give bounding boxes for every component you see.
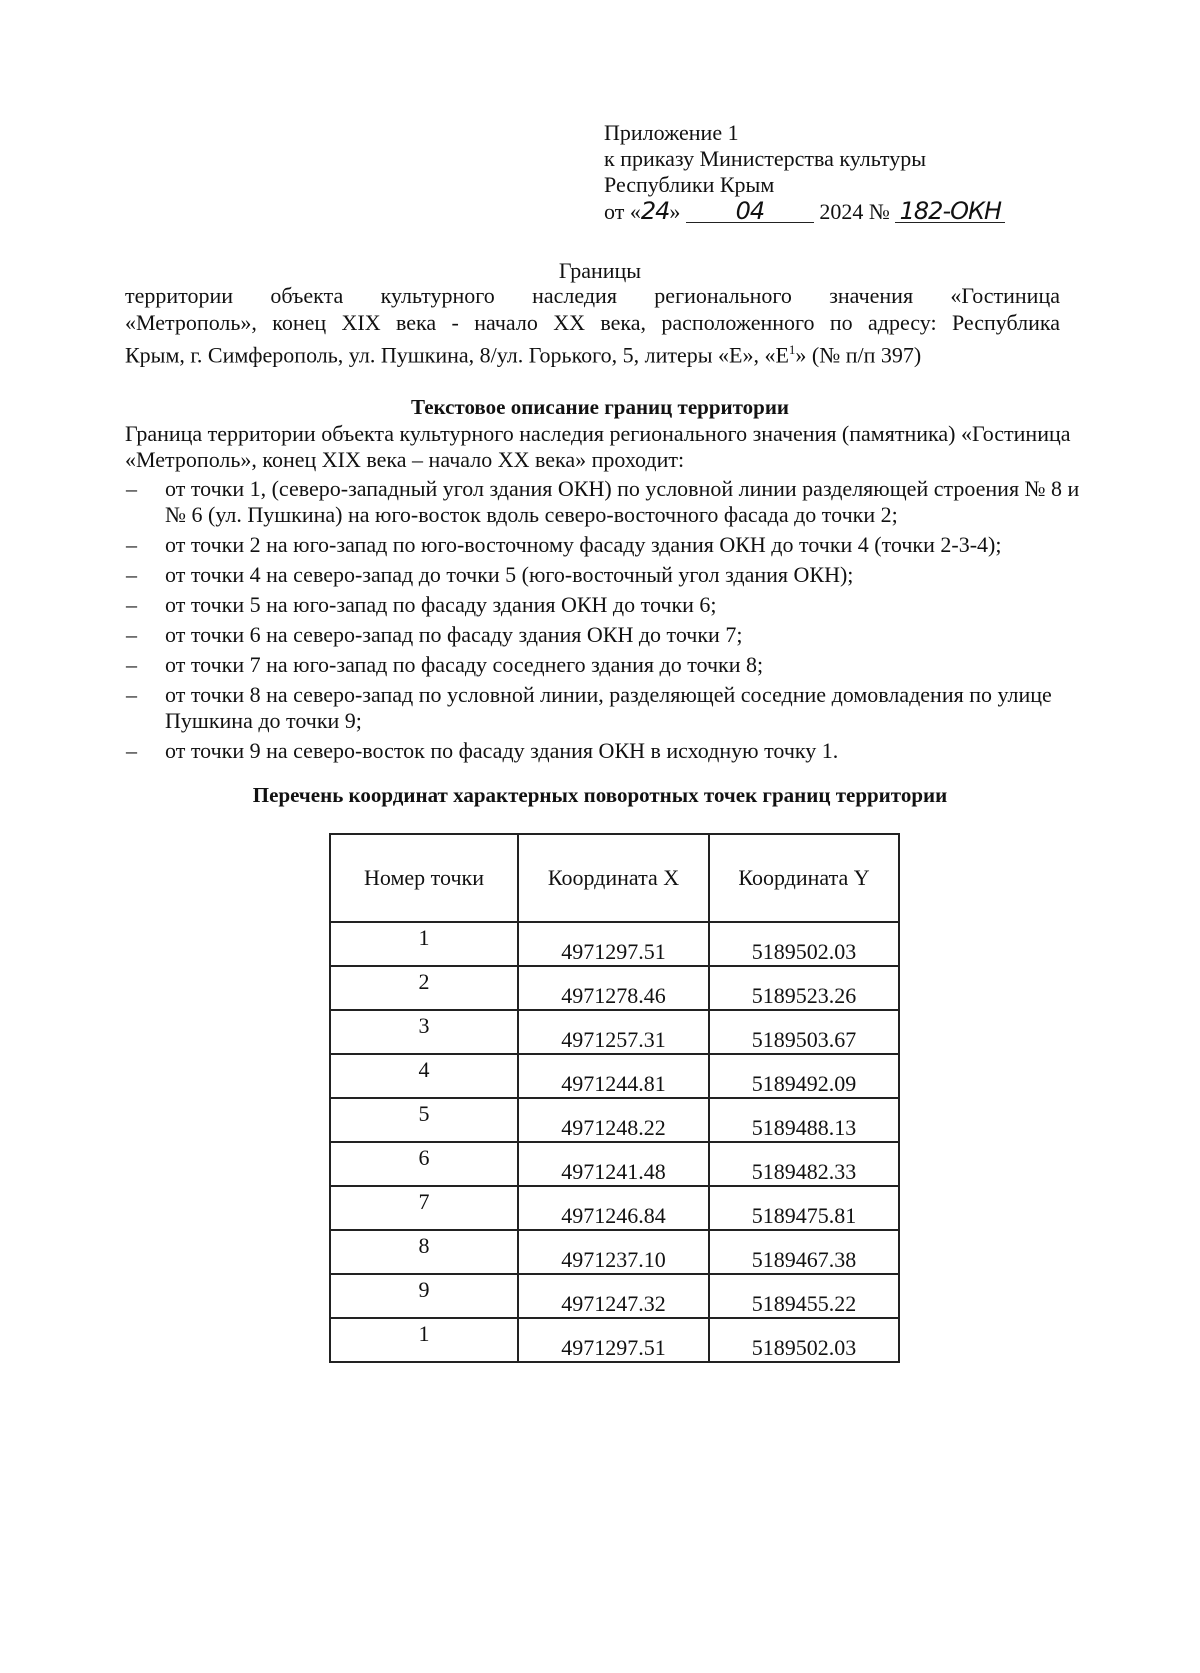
cell-coordinate-y: 5189502.03 (709, 922, 899, 966)
cell-point-number: 1 (330, 1318, 518, 1362)
table-row (330, 922, 899, 966)
date-prefix: от « (604, 199, 641, 224)
subtitle-line-1: территории объекта культурного наследия регионального значения «Гостиница (125, 283, 1060, 308)
list-dash: – (126, 562, 137, 587)
list-item (118, 738, 1093, 764)
cell-coordinate-x: 4971248.22 (518, 1098, 709, 1142)
order-number: 182-ОКН (899, 197, 1002, 225)
list-item (118, 476, 1093, 528)
appendix-line-2: к приказу Министерства культуры (604, 146, 927, 171)
cell-coordinate-y: 5189523.26 (709, 966, 899, 1010)
appendix-date-line (604, 198, 1005, 224)
subtitle-superscript: 1 (788, 342, 796, 357)
list-dash: – (126, 592, 137, 617)
coordinates-table (329, 833, 900, 1363)
cell-point-number: 2 (330, 966, 518, 1010)
table-row (330, 1230, 899, 1274)
list-item-text: от точки 7 на юго-запад по фасаду соседнего здания до точки 8; (165, 652, 764, 677)
order-number-field (895, 197, 1005, 225)
list-item-text: от точки 9 на северо-восток по фасаду здания ОКН в исходную точку 1. (165, 738, 839, 763)
cell-coordinate-x: 4971246.84 (518, 1186, 709, 1230)
list-item-text: от точки 5 на юго-запад по фасаду здания ОКН до точки 6; (165, 592, 717, 617)
cell-coordinate-x: 4971241.48 (518, 1142, 709, 1186)
appendix-line-1: Приложение 1 (604, 120, 739, 145)
date-month-field (686, 197, 814, 225)
list-dash: – (126, 682, 137, 707)
cell-point-number: 7 (330, 1186, 518, 1230)
description-heading: Текстовое описание границ территории (410, 395, 790, 419)
cell-coordinate-x: 4971247.32 (518, 1274, 709, 1318)
list-item (118, 652, 1093, 678)
list-item (118, 562, 1093, 588)
cell-coordinate-x: 4971297.51 (518, 922, 709, 966)
list-item-text: от точки 4 на северо-запад до точки 5 (юго-восточный угол здания ОКН); (165, 562, 854, 587)
cell-point-number: 3 (330, 1010, 518, 1054)
list-item-text: от точки 1, (северо-западный угол здания ОКН) по условной линии разделяющей строения № 8 и № 6 (ул. Пушкина) на юго-восток вдоль северо-восточного фасада до точки 2; (165, 476, 1080, 527)
list-item-text: от точки 6 на северо-запад по фасаду здания ОКН до точки 7; (165, 622, 743, 647)
cell-point-number: 5 (330, 1098, 518, 1142)
header-coordinate-x: Координата X (518, 834, 709, 922)
table-row (330, 1010, 899, 1054)
description-intro: Граница территории объекта культурного наследия регионального значения (памятника) «Гостиница «Метрополь», конец XIX века – начало XX века» проходит: (125, 421, 1071, 472)
list-dash: – (126, 622, 137, 647)
subtitle-line-3-text: Крым, г. Симферополь, ул. Пушкина, 8/ул. Горького, 5, литеры «Е», «Е (125, 342, 789, 368)
subtitle-line-2: «Метрополь», конец XIX века - начало XX века, расположенного по адресу: Республика (125, 310, 1060, 335)
cell-point-number: 6 (330, 1142, 518, 1186)
table-row (330, 1186, 899, 1230)
table-row (330, 966, 899, 1010)
cell-coordinate-x: 4971278.46 (518, 966, 709, 1010)
list-item (118, 532, 1093, 558)
cell-point-number: 4 (330, 1054, 518, 1098)
cell-coordinate-y: 5189482.33 (709, 1142, 899, 1186)
list-dash: – (126, 532, 137, 557)
table-header-row (330, 834, 899, 922)
table-row (330, 1142, 899, 1186)
list-item-text: от точки 8 на северо-запад по условной линии, разделяющей соседние домовладения по улице Пушкина до точки 9; (165, 682, 1052, 733)
cell-coordinate-y: 5189455.22 (709, 1274, 899, 1318)
table-row (330, 1318, 899, 1362)
cell-coordinate-x: 4971244.81 (518, 1054, 709, 1098)
year-prefix: 2024 № (819, 199, 890, 224)
list-dash: – (126, 738, 137, 763)
subtitle-line-3 (125, 336, 1060, 368)
description-list (118, 476, 1093, 768)
list-item (118, 592, 1093, 618)
cell-coordinate-y: 5189492.09 (709, 1054, 899, 1098)
date-day: 24 (640, 197, 670, 225)
header-coordinate-y: Координата Y (709, 834, 899, 922)
cell-point-number: 8 (330, 1230, 518, 1274)
list-item (118, 622, 1093, 648)
cell-coordinate-x: 4971257.31 (518, 1010, 709, 1054)
subtitle-line-3-end: » (№ п/п 397) (795, 342, 922, 368)
cell-coordinate-y: 5189503.67 (709, 1010, 899, 1054)
list-item-text: от точки 2 на юго-запад по юго-восточному фасаду здания ОКН до точки 4 (точки 2-3-4); (165, 532, 1002, 557)
appendix-block (604, 120, 1005, 224)
appendix-line-3: Республики Крым (604, 172, 775, 197)
cell-coordinate-y: 5189488.13 (709, 1098, 899, 1142)
cell-coordinate-y: 5189475.81 (709, 1186, 899, 1230)
document-subtitle (125, 282, 1060, 368)
table-row (330, 1274, 899, 1318)
cell-coordinate-x: 4971237.10 (518, 1230, 709, 1274)
coords-heading: Перечень координат характерных поворотных точек границ территории (252, 783, 948, 807)
list-dash: – (126, 652, 137, 677)
date-mid: » (669, 199, 681, 224)
header-point-number: Номер точки (330, 834, 518, 922)
cell-coordinate-x: 4971297.51 (518, 1318, 709, 1362)
table-row (330, 1054, 899, 1098)
cell-point-number: 1 (330, 922, 518, 966)
list-dash: – (126, 476, 137, 501)
list-item (118, 682, 1093, 734)
date-month: 04 (735, 197, 765, 225)
cell-coordinate-y: 5189502.03 (709, 1318, 899, 1362)
cell-coordinate-y: 5189467.38 (709, 1230, 899, 1274)
cell-point-number: 9 (330, 1274, 518, 1318)
table-row (330, 1098, 899, 1142)
document-title: Границы (558, 258, 642, 283)
